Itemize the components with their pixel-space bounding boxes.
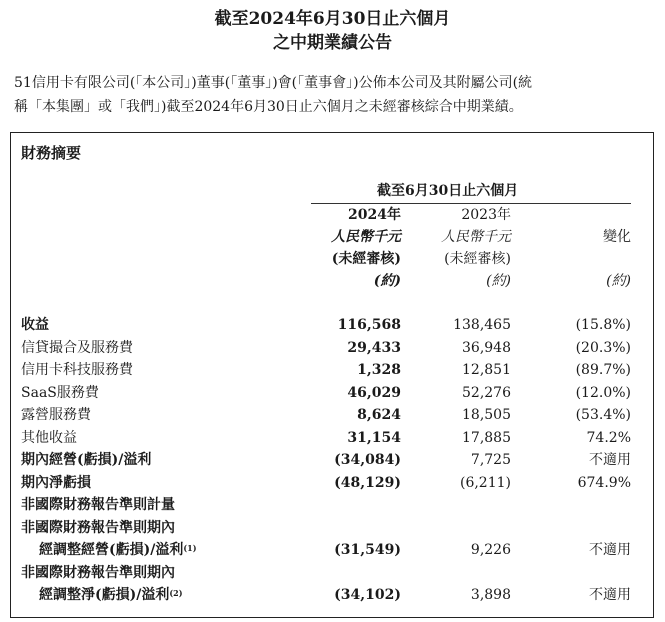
footnote-marker: (1) xyxy=(183,543,197,553)
row-value-v2024: (31,549) xyxy=(334,542,401,558)
col-change-label: 變化 xyxy=(603,229,631,245)
row-value-v2023: 52,276 xyxy=(462,384,511,401)
row-label: 非國際財務報告準則期內 xyxy=(21,564,175,581)
document-title-line2: 之中期業績公告 xyxy=(273,33,392,53)
period-header: 截至6月30日止六個月 xyxy=(377,183,519,199)
col-2024-year: 2024年 xyxy=(348,207,401,223)
row-value-v2023: 12,851 xyxy=(462,362,511,378)
row-value-v2023: (6,211) xyxy=(459,474,511,491)
row-value-change: (15.8%) xyxy=(575,317,631,333)
row-value-v2024: 46,029 xyxy=(347,384,401,401)
row-label: 經調整淨(虧損)/溢利$^{(2)}$ xyxy=(39,587,183,603)
row-value-v2024: 29,433 xyxy=(347,339,401,356)
intro-line1: 51信用卡有限公司(「本公司」)董事(「董事」)會(「董事會」)公佈本公司及其附屬公司(統 xyxy=(14,75,533,91)
row-label: 收益 xyxy=(21,317,49,333)
col-2023-audit: (未經審核) xyxy=(444,251,511,267)
row-label: 信貸撮合及服務費 xyxy=(21,339,133,356)
row-value-v2023: 3,898 xyxy=(470,587,511,603)
row-label: 露營服務費 xyxy=(21,407,91,423)
col-2023-note: (約) xyxy=(486,273,511,289)
row-value-v2024: (48,129) xyxy=(334,474,401,491)
col-2024-unit: 人民幣千元 xyxy=(331,229,401,245)
row-label: 其他收益 xyxy=(21,429,77,446)
row-value-v2024: (34,084) xyxy=(334,452,401,468)
row-value-v2023: 138,465 xyxy=(453,317,511,333)
col-change-note: (約) xyxy=(606,273,631,289)
period-underline xyxy=(311,203,631,204)
row-label: 經調整經營(虧損)/溢利$^{(1)}$ xyxy=(39,542,197,558)
footnote-marker: (2) xyxy=(169,588,183,598)
row-value-v2023: 18,505 xyxy=(462,407,511,423)
row-value-change: 不適用 xyxy=(589,587,631,603)
row-value-change: (89.7%) xyxy=(575,362,631,378)
row-label: 信用卡科技服務費 xyxy=(21,362,133,378)
intro-line2: 稱「本集團」或「我們」)截至2024年6月30日止六個月之未經審核綜合中期業績。 xyxy=(14,99,523,115)
row-label: SaaS服務費 xyxy=(21,384,99,401)
row-value-change: 不適用 xyxy=(589,452,631,468)
row-value-change: 74.2% xyxy=(586,429,631,446)
row-label: 期內經營(虧損)/溢利 xyxy=(21,452,152,468)
col-2024-note: (約) xyxy=(373,273,401,289)
row-label: 非國際財務報告準則期內 xyxy=(21,519,175,536)
row-label: 非國際財務報告準則計量 xyxy=(21,497,175,513)
row-value-v2024: (34,102) xyxy=(334,587,401,603)
row-value-v2023: 17,885 xyxy=(462,429,511,446)
row-value-v2024: 1,328 xyxy=(357,362,401,378)
row-value-v2024: 116,568 xyxy=(337,317,401,333)
financial-summary-box xyxy=(10,132,654,618)
col-2023-unit: 人民幣千元 xyxy=(441,229,511,245)
row-value-v2024: 31,154 xyxy=(347,429,401,446)
row-value-v2023: 7,725 xyxy=(470,452,511,468)
row-value-change: (20.3%) xyxy=(575,339,631,356)
row-value-change: (53.4%) xyxy=(575,407,631,423)
row-label: 期內淨虧損 xyxy=(21,474,91,491)
col-2024-audit: (未經審核) xyxy=(331,251,401,267)
row-value-v2023: 9,226 xyxy=(470,542,511,558)
col-2023-year: 2023年 xyxy=(461,207,511,223)
row-value-change: 不適用 xyxy=(589,542,631,558)
row-value-change: 674.9% xyxy=(577,474,631,491)
document-title-line1: 截至2024年6月30日止六個月 xyxy=(214,9,451,29)
row-value-change: (12.0%) xyxy=(575,384,631,401)
row-value-v2024: 8,624 xyxy=(357,407,401,423)
row-value-v2023: 36,948 xyxy=(462,339,511,356)
summary-heading: 財務摘要 xyxy=(21,144,82,162)
